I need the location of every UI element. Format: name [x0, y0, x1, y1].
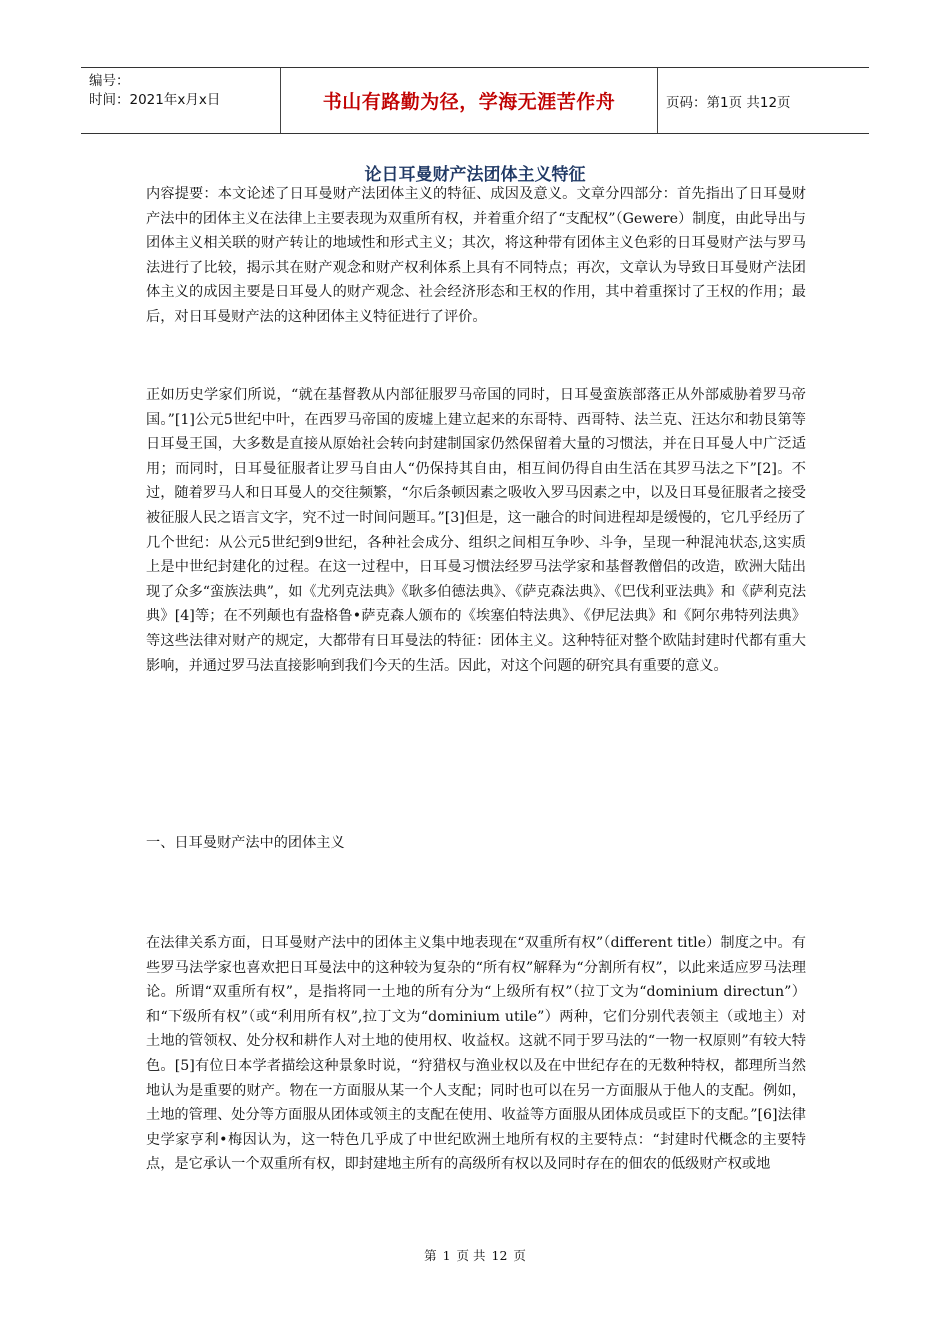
page-footer — [0, 1246, 950, 1264]
document-title: 论日耳曼财产法团体主义特征 — [364, 165, 586, 185]
footer-page-number: 1 — [442, 1248, 451, 1263]
footer-total-pages: 12 — [491, 1248, 508, 1263]
intro-paragraph: 正如历史学家们所说，“就在基督教从内部征服罗马帝国的同时，日耳曼蛮族部落正从外部威胁着罗马帝国。”[1]公元5世纪中叶，在西罗马帝国的废墟上建立起来的东哥特、西哥特、法兰克、汪达尔和勃艮第等日耳曼王国，大多数是直接从原始社会转向封建制国家仍然保留着大量的习惯法，并在日耳曼人中广泛适用；而同时，日耳曼征服者让罗马自由人“仍保持其自由，相互间仍得自由生活在其罗马法之下”[2]。不过，随着罗马人和日耳曼人的交往频繁，“尔后条顿因素之吸收入罗马因素之中，以及日耳曼征服者之接受被征服人民之语言文字，究不过一时间问题耳。”[3]但是，这一融合的时间进程却是缓慢的，它几乎经历了几个世纪：从公元5世纪到9世纪，各种社会成分、组织之间相互争吵、斗争，呈现一种混沌状态,这实质上是中世纪封建化的过程。在这一过程中，日耳曼习惯法经罗马法学家和基督教僧侣的改造，欧洲大陆出现了众多“蛮族法典”，如《尤列克法典》《耿多伯德法典》、《萨克森法典》、《巴伐利亚法典》和《萨利克法典》[4]等；在不列颠也有盎格鲁•萨克森人颁布的《埃塞伯特法典》、《伊尼法典》和《阿尔弗特列法典》等这些法律对财产的规定，大都带有日耳曼法的特征：团体主义。这种特征对整个欧陆封建时代都有重大影响，并通过罗马法直接影响到我们今天的生活。因此，对这个问题的研究具有重要的意义。 — [146, 387, 807, 674]
abstract-paragraph: 内容提要：本文论述了日耳曼财产法团体主义的特征、成因及意义。文章分四部分：首先指出了日耳曼财产法中的团体主义在法律上主要表现为双重所有权，并着重介绍了“支配权”（Gewere）制度，由此导出与团体主义相关联的财产转让的地域性和形式主义；其次，将这种带有团体主义色彩的日耳曼财产法与罗马法进行了比较，揭示其在财产观念和财产权利体系上具有不同特点；再次，文章认为导致日耳曼财产法团体主义的成因主要是日耳曼人的财产观念、社会经济形态和王权的作用，其中着重探讨了王权的作用；最后，对日耳曼财产法的这种团体主义特征进行了评价。 — [146, 186, 806, 325]
header-motto: 书山有路勤为径，学海无涯苦作舟 — [281, 68, 658, 133]
document-time-label: 时间：2021年x月x日 — [89, 92, 221, 108]
section-heading: 一、日耳曼财产法中的团体主义 — [146, 835, 345, 851]
header-table — [81, 67, 869, 134]
body-paragraph: 在法律关系方面，日耳曼财产法中的团体主义集中地表现在“双重所有权”（different title）制度之中。有些罗马法学家也喜欢把日耳曼法中的这种较为复杂的“所有权”解释为“分割所有权”，以此来适应罗马法理论。所谓“双重所有权”，是指将同一土地的所有分为“上级所有权”（拉丁文为“dominium directun”）和“下级所有权”（或“利用所有权”,拉丁文为“dominium utile”）两种，它们分别代表领主（或地主）对土地的管领权、处分权和耕作人对土地的使用权、收益权。这就不同于罗马法的“一物一权原则”有较大特色。[5]有位日本学者描绘这种景象时说，“狩猎权与渔业权以及在中世纪存在的无数种特权，都理所当然地认为是重要的财产。物在一方面服从某一个人支配；同时也可以在另一方面服从于他人的支配。例如，土地的管理、处分等方面服从团体或领主的支配在使用、收益等方面服从团体成员或臣下的支配。”[6]法律史学家亨利•梅因认为，这一特色几乎成了中世纪欧洲土地所有权的主要特点：“封建时代概念的主要特点，是它承认一个双重所有权，即封建地主所有的高级所有权以及同时存在的佃农的低级财产权或地 — [146, 935, 806, 1173]
header-page-label: 页码：第1页 共12页 — [666, 94, 791, 111]
header-meta-cell — [81, 68, 281, 133]
document-number-label: 编号： — [89, 73, 130, 89]
footer-mid: 页 共 — [456, 1248, 486, 1263]
footer-suffix: 页 — [513, 1248, 526, 1263]
footer-prefix: 第 — [424, 1248, 437, 1263]
